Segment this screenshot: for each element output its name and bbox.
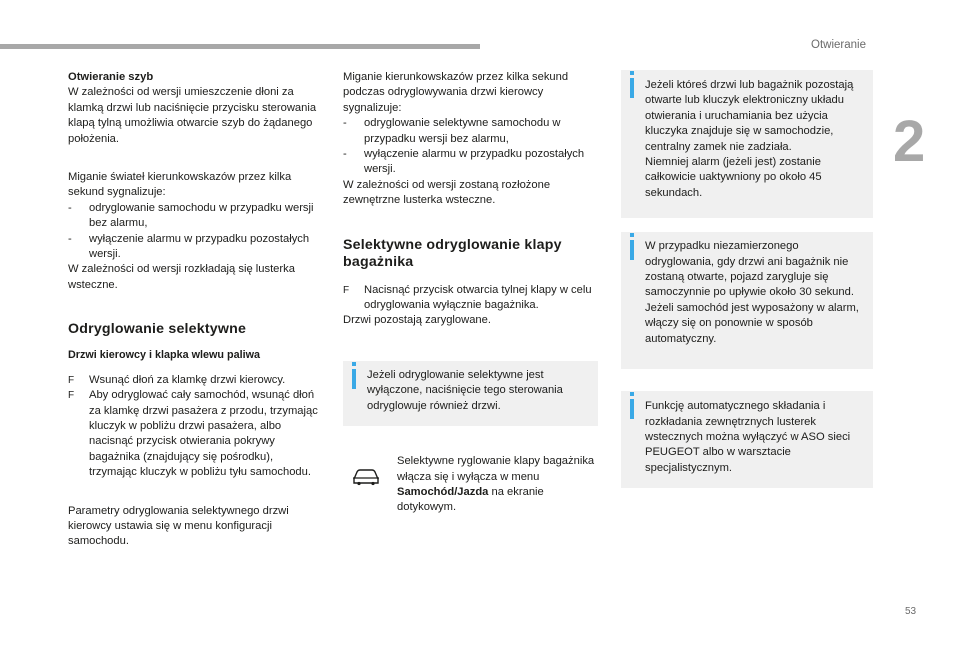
- driver-door-subhead: Drzwi kierowcy i klapka wlewu paliwa: [68, 349, 261, 362]
- list-item: - wyłączenie alarmu w przypadku pozostałych wersji.: [68, 232, 310, 261]
- info-icon: [352, 369, 356, 389]
- driver-unlock-text: Miganie kierunkowskazów przez kilka sekund podczas odryglowywania drzwi kierowcy sygnalizuje:: [343, 71, 569, 114]
- chapter-number: 2: [893, 109, 926, 174]
- touchscreen-text: Selektywne ryglowanie klapy bagażnika włącza się i wyłącza w menu Samochód/Jazda na ekranie dotykowym.: [397, 455, 595, 514]
- car-icon: [351, 468, 381, 486]
- indicators-text: Miganie świateł kierunkowskazów przez kilka sekund sygnalizuje:: [68, 171, 292, 199]
- settings-text: Parametry odryglowania selektywnego drzwi kierowcy ustawia się w menu konfiguracji samochodu.: [68, 504, 289, 548]
- bullet-marker: F: [68, 374, 75, 386]
- doors-locked-text: Drzwi pozostają zaryglowane.: [343, 314, 491, 327]
- windows-text: W zależności od wersji umieszczenie dłoni za klamką drzwi lub naciśnięcie przycisku sterowania klapą tylną umożliwia otwarcie szyb do żądanego położenia.: [68, 86, 317, 145]
- touchscreen-note: [343, 454, 603, 516]
- indicators-block: [68, 170, 318, 293]
- info-text: W przypadku niezamierzonego odryglowania, gdy drzwi ani bagażnik nie zostaną otwarte, pojazd zarygluje się samoczynnie po upływie około 30 sekund.: [645, 240, 854, 299]
- section-title: Otwieranie: [811, 39, 866, 51]
- list-item: - wyłączenie alarmu w przypadku pozostałych wersji.: [343, 148, 585, 176]
- dash-marker: -: [68, 232, 72, 245]
- list-item: - odryglowanie selektywne samochodu w przypadku wersji bez alarmu,: [343, 117, 561, 145]
- list-item: F Wsunąć dłoń za klamkę drzwi kierowcy.: [68, 373, 318, 388]
- column-2: [343, 70, 603, 516]
- info-box: [343, 361, 598, 426]
- dash-marker: -: [68, 201, 72, 214]
- info-text: Jeżeli odryglowanie selektywne jest wyłączone, naciśnięcie tego sterowania odryglowuje również drzwi.: [367, 368, 563, 412]
- list-item: F Aby odryglować cały samochód, wsunąć dłoń za klamkę drzwi pasażera z przodu, trzymając kluczyk w pobliżu drzwi pasażera, albo nacisnąć przycisk otwierania pokrywy bagażnika (znajdujący się pośrodku), trzymając kluczyk w pobliżu tyłu samochodu.: [68, 389, 318, 479]
- info-box: [621, 70, 873, 218]
- mirrors-text: W zależności od wersji zostaną rozłożone zewnętrzne lusterka wsteczne.: [343, 178, 551, 207]
- mirrors-text: W zależności od wersji rozkładają się lusterka wsteczne.: [68, 263, 295, 291]
- list-item: F Nacisnąć przycisk otwarcia tylnej klapy w celu odryglowania wyłącznie bagażnika.: [343, 283, 592, 312]
- info-box: [621, 391, 873, 488]
- info-text: Jeżeli któreś drzwi lub bagażnik pozostają otwarte lub kluczyk elektroniczny układu otwierania i uruchamiania bez użycia kluczyka znajduje się w samochodzie, centralny zamek nie zadziała.: [645, 79, 854, 153]
- info-box: [621, 232, 873, 369]
- list-item: - odryglowanie samochodu w przypadku wersji bez alarmu,: [68, 201, 314, 230]
- trunk-heading: Selektywne odryglowanie klapy bagażnika: [343, 236, 562, 270]
- selective-heading: Odryglowanie selektywne: [68, 321, 247, 338]
- header-rule: [0, 44, 480, 49]
- info-icon: [630, 240, 634, 260]
- bullet-marker: F: [343, 284, 350, 296]
- bullet-marker: F: [68, 390, 75, 402]
- column-1: [68, 70, 318, 550]
- dash-marker: -: [343, 117, 347, 130]
- info-icon: [630, 78, 634, 98]
- windows-heading: Otwieranie szyb: [68, 71, 154, 83]
- page-number: 53: [905, 606, 917, 617]
- dash-marker: -: [343, 148, 347, 161]
- info-text: Funkcję automatycznego składania i rozkładania zewnętrznych lusterek wstecznych można wyłączyć w ASO sieci PEUGEOT albo w warsztacie specjalistycznym.: [645, 400, 851, 474]
- column-3: [621, 70, 873, 488]
- info-text: Niemniej alarm (jeżeli jest) zostanie całkowicie uaktywniony po około 45 sekundach.: [645, 156, 822, 199]
- info-icon: [630, 399, 634, 419]
- info-text: Jeżeli samochód jest wyposażony w alarm, włączy się on ponownie w sposób automatyczny.: [645, 301, 859, 345]
- bullet-list: [68, 373, 318, 481]
